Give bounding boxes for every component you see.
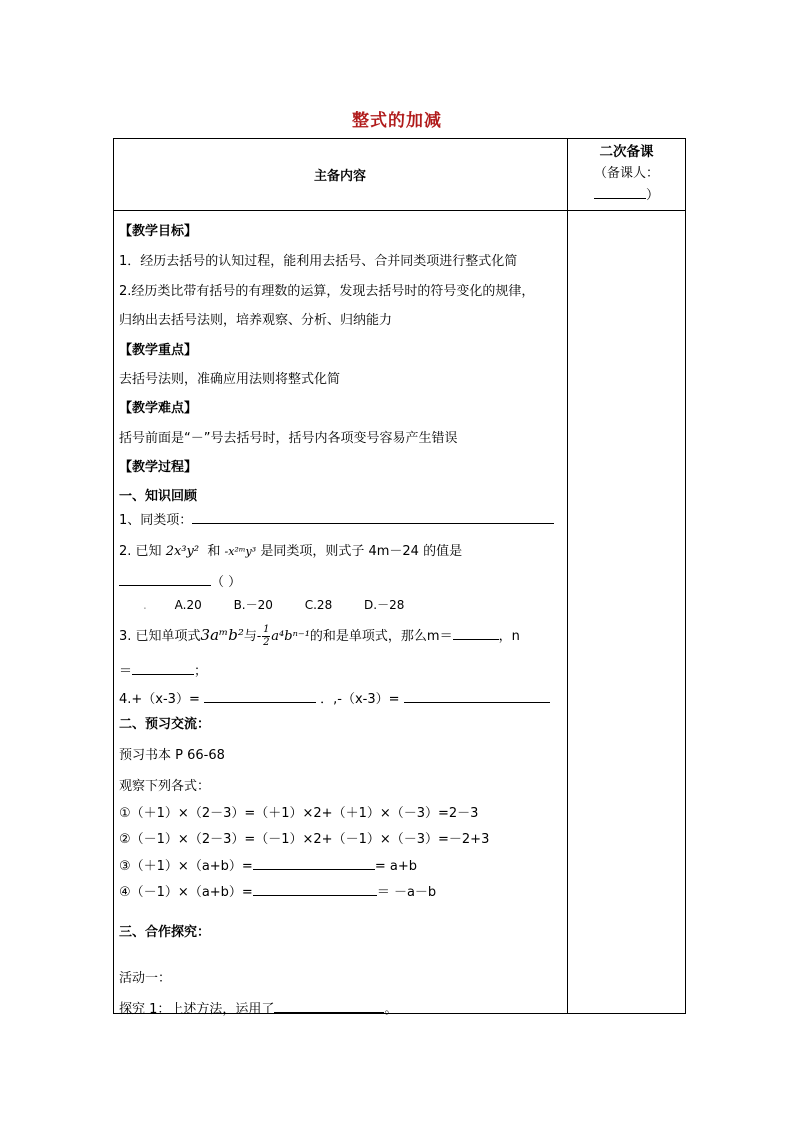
- question-3: 3. 已知单项式3aᵐb²与- $\frac{1}{2}$ a⁴bⁿ⁻¹的和是单项式，那么m＝ ，n: [119, 624, 520, 648]
- q2-answer-blank: [119, 571, 211, 586]
- q3-term-1: 3aᵐb²: [200, 626, 244, 644]
- document-title: 整式的加减: [352, 111, 442, 131]
- key-points-text: 去括号法则，准确应用法则将整式化简: [119, 372, 341, 387]
- preview-text: 预习书本 P 66-68: [119, 748, 225, 763]
- goal-1: 1．经历去括号的认知过程，能利用去括号、合并同类项进行整式化简: [119, 254, 518, 269]
- equation-4: ④（－1）×（a+b）= ＝ －a－b: [119, 881, 436, 900]
- key-points-heading: 【教学重点】: [119, 343, 198, 358]
- option-b: B.－20: [233, 598, 273, 612]
- q3-m-blank: [453, 625, 499, 640]
- explore-1: 探究 1：上述方法，运用了 。: [119, 998, 397, 1017]
- option-d: D.－28: [364, 598, 405, 612]
- eq3-blank: [253, 855, 375, 870]
- q2-term-1: 2x³y²: [165, 544, 200, 559]
- preparer-label: （备课人：: [593, 166, 659, 181]
- process-heading: 【教学过程】: [119, 460, 198, 475]
- header-divider: [113, 210, 686, 211]
- q4-blank-2: [404, 688, 550, 703]
- secondary-prep-header: [567, 141, 686, 205]
- difficulties-heading: 【教学难点】: [119, 401, 198, 416]
- observe-text: 观察下列各式：: [119, 779, 211, 794]
- difficulties-text: 括号前面是“－”号去括号时，括号内各项变号容易产生错误: [119, 431, 458, 446]
- activity-label: 活动一：: [119, 971, 172, 986]
- preparer-field: ）: [567, 184, 686, 205]
- main-content-header: 主备内容: [313, 168, 366, 184]
- question-1: 1、同类项：: [119, 509, 554, 528]
- preparer-blank: [594, 184, 646, 199]
- option-a: A.20: [174, 598, 202, 612]
- equation-2: ②（－1）×（2－3）=（－1）×2+（－1）×（－3）=－2+3: [119, 832, 490, 847]
- eq4-blank: [253, 881, 377, 896]
- q2-term-2: -x²ᵐy³: [224, 545, 257, 558]
- equation-1: ①（＋1）×（2－3）=（＋1）×2+（＋1）×（－3）=2－3: [119, 806, 479, 821]
- goals-heading: 【教学目标】: [119, 224, 198, 239]
- q1-answer-blank: [192, 509, 554, 524]
- question-3-n: ＝ ；: [119, 660, 207, 679]
- q3-term-2: a⁴bⁿ⁻¹: [271, 629, 310, 644]
- section-3-heading: 三、合作探究：: [119, 925, 211, 940]
- goal-2b: 归纳出去括号法则，培养观察、分析、归纳能力: [119, 313, 393, 328]
- question-2-options: . A.20 B.－20 C.28 D.－28: [143, 598, 405, 612]
- question-4: 4.+（x-3）= ．,-（x-3）=: [119, 688, 550, 707]
- explore-blank: [274, 998, 384, 1013]
- section-1-heading: 一、知识回顾: [119, 489, 198, 504]
- question-2: 2. 已知 2x³y² 和 -x²ᵐy³ 是同类项，则式子 4m－24 的值是: [119, 544, 463, 559]
- option-c: C.28: [304, 598, 333, 612]
- q4-blank-1: [204, 688, 316, 703]
- q3-n-blank: [132, 660, 194, 675]
- section-2-heading: 二、预习交流：: [119, 717, 211, 732]
- goal-2a: 2.经历类比带有括号的有理数的运算，发现去括号时的符号变化的规律，: [119, 284, 535, 299]
- equation-3: ③（＋1）×（a+b）= = a+b: [119, 855, 417, 874]
- question-2-answer: （ ）: [119, 571, 241, 590]
- secondary-prep-title: 二次备课: [599, 144, 654, 160]
- column-divider: [567, 138, 568, 1014]
- q3-fraction: $\frac{1}{2}$: [263, 624, 270, 648]
